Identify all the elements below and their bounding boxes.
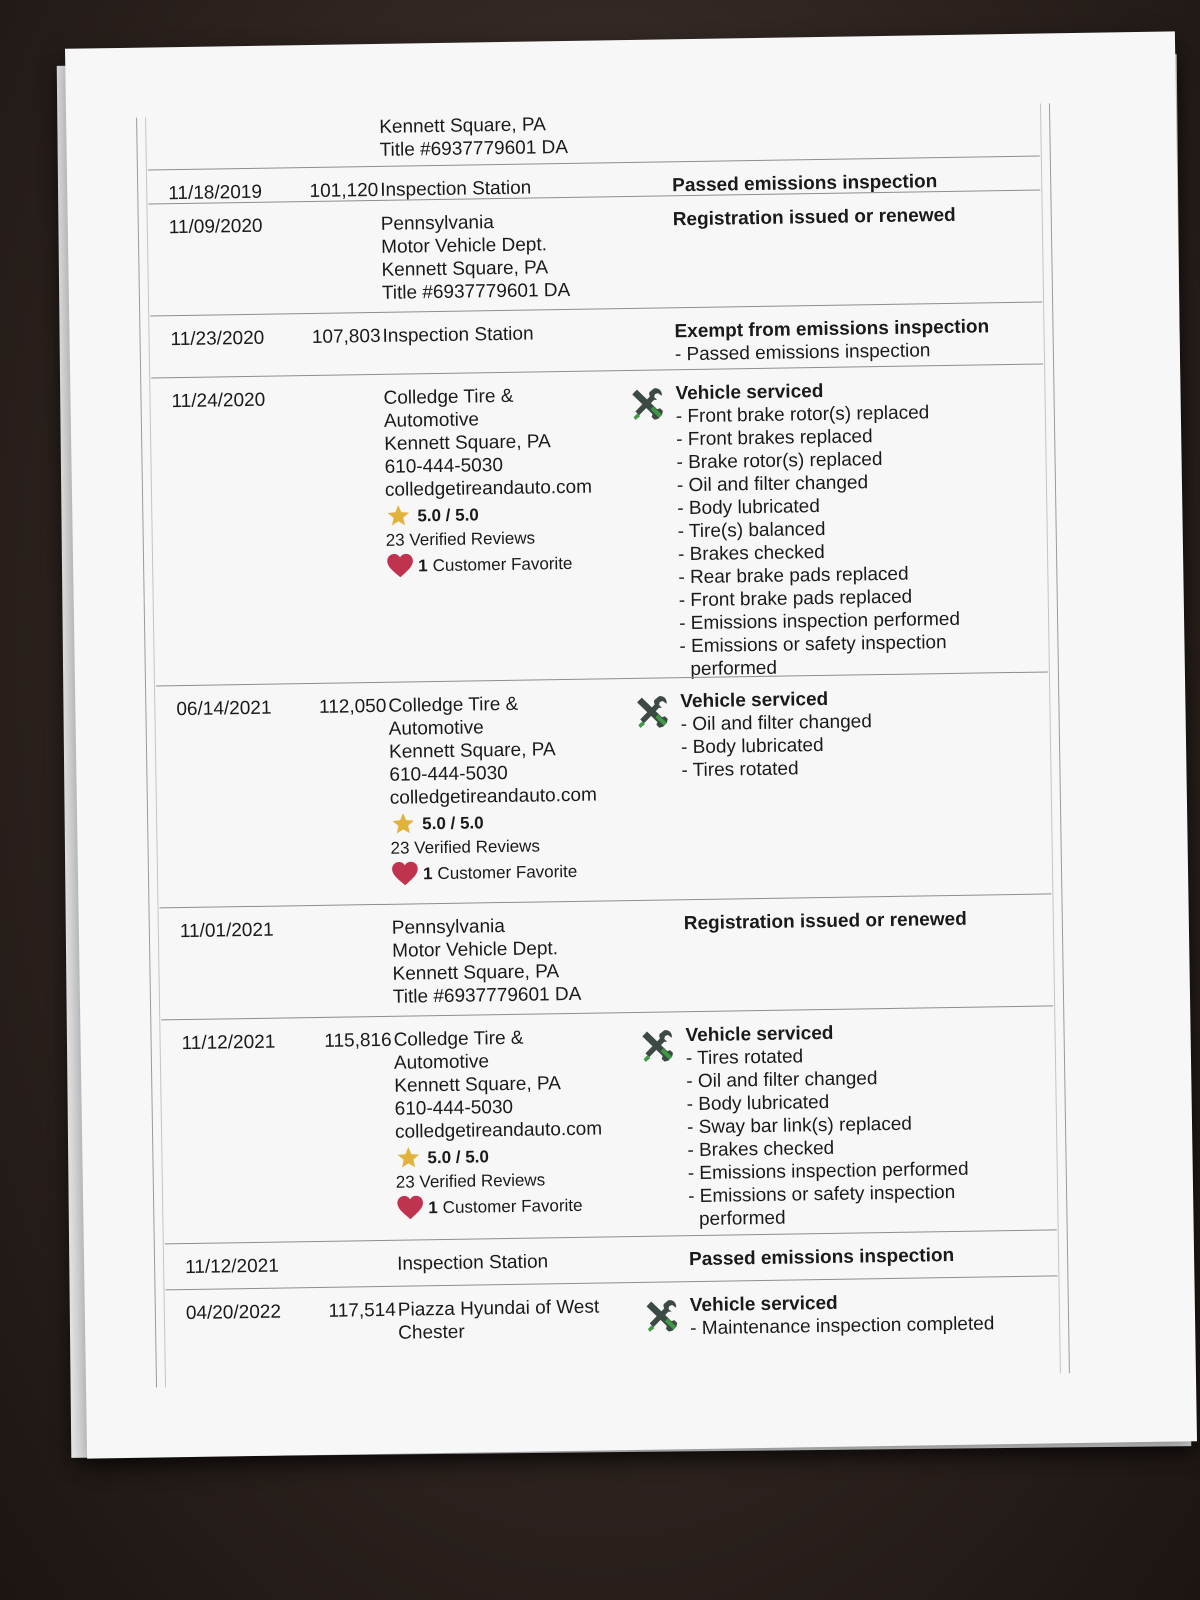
record-heading: Registration issued or renewed: [672, 204, 956, 231]
comments-cell: [674, 315, 1035, 367]
heart-icon: [391, 860, 419, 886]
table-row: [156, 671, 1051, 908]
wrench-screwdriver-icon: [627, 384, 666, 423]
mileage-cell: [301, 1029, 391, 1053]
source-line: 610-444-5030: [384, 454, 504, 478]
source-line: Title #6937779601 DA: [379, 136, 569, 161]
heart-icon: [396, 1194, 424, 1220]
source-cell: [397, 1249, 647, 1276]
record-heading: Registration issued or renewed: [683, 908, 967, 935]
source-cell: [383, 383, 636, 579]
record-detail: - Oil and filter changed: [680, 711, 873, 736]
customer-favorite: [391, 857, 641, 887]
record-mileage: 107,803: [311, 325, 381, 348]
favorite-label: Customer Favorite: [432, 553, 573, 575]
record-date: 11/23/2020: [170, 327, 265, 351]
record-detail: - Oil and filter changed: [686, 1068, 878, 1093]
vehicle-history-table: [136, 103, 1070, 1387]
record-heading: Passed emissions inspection: [688, 1244, 955, 1271]
record-date: 04/20/2022: [185, 1301, 282, 1325]
rating-value: 5.0 / 5.0: [427, 1146, 490, 1167]
record-detail: - Tires rotated: [685, 1046, 804, 1070]
source-line: Kennett Square, PA: [388, 739, 556, 763]
record-date: 06/14/2021: [176, 697, 272, 721]
record-detail: - Tire(s) balanced: [677, 518, 826, 543]
source-cell: [393, 1025, 646, 1221]
mileage-cell: [305, 1253, 395, 1254]
source-line: 610-444-5030: [389, 762, 508, 786]
table-row: [165, 1275, 1058, 1388]
customer-favorite: [386, 549, 636, 579]
source-line: colledgetireandauto.com: [384, 476, 593, 501]
source-cell: [381, 209, 632, 305]
source-line: Kennett Square, PA: [379, 114, 546, 138]
record-detail: - Emissions or safety inspection: [687, 1181, 956, 1208]
record-date: 11/12/2021: [184, 1255, 279, 1279]
comments-cell: [690, 1288, 1051, 1340]
record-mileage: [291, 387, 381, 388]
table-row: [151, 363, 1048, 686]
source-line: Motor Vehicle Dept.: [380, 234, 548, 258]
mileage-cell: [291, 387, 381, 388]
date-cell: [180, 918, 300, 943]
record-detail: - Passed emissions inspection: [674, 340, 931, 366]
source-line: Chester: [398, 1321, 465, 1344]
record-mileage: [289, 213, 379, 214]
mileage-cell: [300, 917, 390, 918]
mileage-cell: [296, 695, 386, 719]
heart-icon: [386, 552, 414, 578]
record-date: 11/09/2020: [168, 215, 263, 239]
record-heading: Vehicle serviced: [685, 1022, 834, 1047]
source-line: Colledge Tire &: [383, 385, 514, 409]
record-date: 11/18/2019: [168, 181, 263, 205]
record-detail: performed: [688, 1207, 786, 1231]
record-detail: - Front brake pads replaced: [678, 586, 913, 612]
rating-row: [385, 500, 635, 528]
record-detail: - Oil and filter changed: [676, 472, 869, 497]
comments-cell: [685, 1019, 1048, 1232]
record-detail: performed: [679, 657, 778, 681]
record-detail: - Brake rotor(s) replaced: [676, 449, 883, 474]
favorite-label: Customer Favorite: [442, 1195, 583, 1217]
source-line: Title #6937779601 DA: [392, 983, 582, 1008]
date-cell: [169, 214, 289, 239]
record-detail: - Rear brake pads replaced: [678, 563, 909, 589]
wrench-screwdriver-icon: [642, 1296, 681, 1335]
source-line: Automotive: [393, 1051, 490, 1074]
source-line: Colledge Tire &: [388, 693, 519, 717]
rating-row: [390, 808, 640, 836]
source-line: Inspection Station: [382, 323, 534, 347]
source-line: Automotive: [388, 717, 484, 740]
source-cell: [382, 321, 632, 348]
source-cell: [398, 1295, 649, 1345]
record-mileage: 101,120: [309, 179, 379, 202]
record-detail: - Body lubricated: [677, 496, 821, 520]
favorite-count: 1: [418, 555, 428, 575]
record-mileage: 112,050: [318, 695, 387, 718]
record-heading: Vehicle serviced: [689, 1292, 838, 1317]
wrench-screwdriver-icon: [632, 692, 671, 731]
record-mileage: 117,514: [328, 1299, 397, 1322]
mileage-cell: [289, 213, 379, 214]
record-heading: Passed emissions inspection: [672, 171, 938, 197]
record-date: 11/12/2021: [181, 1031, 276, 1055]
record-detail: - Tires rotated: [681, 758, 799, 782]
comments-cell: [675, 377, 1040, 682]
source-cell: [392, 913, 643, 1009]
rating-value: 5.0 / 5.0: [417, 504, 479, 525]
record-detail: - Emissions inspection performed: [678, 608, 961, 635]
record-date: 11/24/2020: [171, 389, 266, 413]
record-heading: Vehicle serviced: [680, 688, 829, 713]
reviews-count: 23 Verified Reviews: [390, 836, 541, 858]
star-icon: [390, 811, 416, 835]
source-line: Kennett Square, PA: [394, 1073, 562, 1097]
comments-cell: [673, 203, 1033, 232]
source-line: 610-444-5030: [394, 1096, 514, 1120]
source-line: Motor Vehicle Dept.: [392, 938, 559, 962]
source-line: Pennsylvania: [380, 212, 494, 235]
printed-page: [65, 31, 1197, 1458]
record-detail: - Brakes checked: [677, 541, 825, 566]
source-line: Kennett Square, PA: [392, 961, 560, 985]
source-line: Pennsylvania: [391, 916, 506, 939]
customer-favorite: [396, 1191, 646, 1221]
record-detail: - Front brake rotor(s) replaced: [675, 402, 930, 428]
comments-cell: [689, 1242, 1049, 1271]
source-line: Colledge Tire &: [393, 1027, 524, 1051]
table-row-top-continuation: [147, 104, 1039, 161]
table-row: [148, 190, 1042, 317]
source-line: Piazza Hyundai of West: [397, 1296, 600, 1321]
source-line: Kennett Square, PA: [381, 257, 549, 281]
source-line: Inspection Station: [396, 1251, 549, 1275]
mileage-cell: [290, 325, 380, 349]
comments-cell: [680, 685, 1041, 783]
record-mileage: 115,816: [324, 1029, 392, 1052]
favorite-count: 1: [428, 1197, 438, 1217]
source-line: Title #6937779601 DA: [381, 279, 571, 304]
record-detail: - Maintenance inspection completed: [690, 1313, 995, 1340]
wrench-screwdriver-icon: [637, 1026, 676, 1065]
record-heading: Vehicle serviced: [675, 380, 824, 405]
favorite-count: 1: [422, 863, 433, 883]
source-line: colledgetireandauto.com: [389, 784, 597, 809]
favorite-label: Customer Favorite: [437, 861, 578, 883]
table-row: [161, 1005, 1056, 1244]
table-row: [159, 893, 1053, 1020]
record-detail: - Emissions or safety inspection: [679, 632, 947, 658]
source-line: Kennett Square, PA: [384, 431, 551, 455]
record-detail: - Emissions inspection performed: [687, 1158, 969, 1185]
rating-value: 5.0 / 5.0: [422, 812, 484, 833]
source-line: Inspection Station: [380, 177, 532, 201]
date-cell: [171, 388, 291, 413]
record-mileage: [305, 1253, 395, 1254]
source-line: Automotive: [383, 409, 480, 432]
source-cell: [388, 691, 641, 887]
star-icon: [385, 503, 411, 527]
record-heading: Exempt from emissions inspection: [674, 316, 990, 343]
date-cell: [185, 1254, 305, 1279]
comments-cell: [684, 907, 1044, 936]
date-cell: [186, 1300, 306, 1325]
record-detail: - Sway bar link(s) replaced: [686, 1113, 913, 1139]
source-line: colledgetireandauto.com: [394, 1118, 603, 1143]
date-cell: [181, 1030, 301, 1055]
record-detail: - Brakes checked: [687, 1137, 835, 1162]
date-cell: [176, 696, 296, 721]
reviews-count: 23 Verified Reviews: [385, 528, 536, 550]
record-detail: - Body lubricated: [686, 1091, 830, 1116]
date-cell: [170, 326, 290, 351]
reviews-count: 23 Verified Reviews: [395, 1170, 546, 1192]
top-source-cell: [379, 112, 630, 162]
rating-row: [395, 1142, 645, 1170]
record-mileage: [300, 917, 390, 918]
record-date: 11/01/2021: [179, 919, 274, 943]
record-detail: - Body lubricated: [680, 734, 824, 759]
star-icon: [395, 1145, 421, 1169]
mileage-cell: [306, 1299, 396, 1323]
record-detail: - Front brakes replaced: [676, 426, 873, 451]
